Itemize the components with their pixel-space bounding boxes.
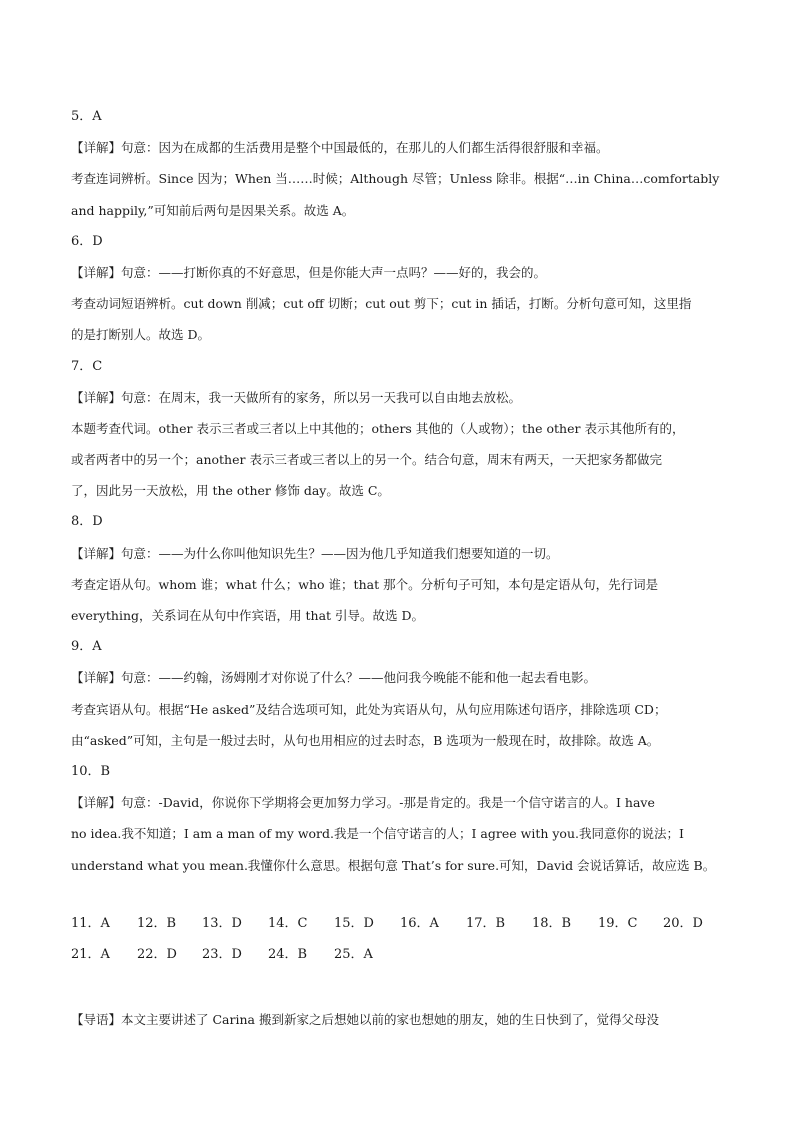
explanation-line: understand what you mean.我懂你什么意思。根据句意 That’s for sure.可知，David 会说话算话，故应选 B。 — [71, 857, 716, 873]
explanation-line: 【详解】句意：——打断你真的不好意思，但是你能大声一点吗？——好的，我会的。 — [71, 264, 547, 280]
answer-item: 20．D — [663, 916, 703, 931]
explanation-line: 了，因此另一天放松，用 the other 修饰 day。故选 C。 — [71, 483, 390, 499]
explanation-line: everything，关系词在从句中作宾语，用 that 引导。故选 D。 — [71, 608, 425, 623]
answer-key — [71, 908, 731, 970]
explanation-line: 由“asked”可知，主句是一般过去时，从句也用相应的过去时态，B 选项为一般现在时，故排除。故选 A。 — [71, 732, 660, 748]
answer-item: 16．A — [400, 916, 439, 931]
answer-item: 13．D — [202, 916, 242, 931]
answer-item: 19．C — [598, 916, 638, 931]
explanations-section — [71, 101, 725, 881]
explanation-line: 或者两者中的另一个；another 表示三者或三者以上的另一个。结合句意，周末有两天，一天把家务都做完 — [71, 452, 662, 468]
answer-row — [71, 939, 731, 970]
question-number: 9．A — [71, 639, 102, 655]
question-number: 8．D — [71, 514, 103, 530]
explanation-line: 考查连词辨析。Since 因为；When 当……时候；Although 尽管；Unless 除非。根据“…in China…comfortably — [71, 171, 720, 187]
explanation-line: 【详解】句意：在周末，我一天做所有的家务，所以另一天我可以自由地去放松。 — [71, 389, 522, 405]
answer-item: 11．A — [71, 916, 110, 931]
explanation-line: 【详解】句意：——约翰，汤姆刚才对你说了什么？——他问我今晚能不能和他一起去看电影。 — [71, 670, 597, 686]
guide-paragraph: 【导语】本文主要讲述了 Carina 搬到新家之后想她以前的家也想她的朋友，她的生日快到了，觉得父母没 — [71, 1012, 659, 1027]
answer-row — [71, 908, 731, 939]
explanation-line: and happily,”可知前后两句是因果关系。故选 A。 — [71, 202, 355, 218]
question-number: 7．C — [71, 358, 103, 374]
explanation-line: 考查定语从句。whom 谁；what 什么；who 谁；that 那个。分析句子可知，本句是定语从句，先行词是 — [71, 576, 659, 592]
question-number: 6．D — [71, 233, 103, 249]
explanation-line: 考查动词短语辨析。cut down 削减；cut off 切断；cut out 剪下；cut in 插话，打断。分析句意可知，这里指 — [71, 296, 692, 312]
question-number: 10．B — [71, 763, 111, 779]
answer-item: 23．D — [202, 947, 242, 962]
explanation-line: 的是打断别人。故选 D。 — [71, 327, 210, 343]
explanation-line: 【详解】句意：——为什么你叫他知识先生？——因为他几乎知道我们想要知道的一切。 — [71, 545, 559, 561]
answer-item: 15．D — [334, 916, 374, 931]
answer-item: 24．B — [268, 947, 308, 962]
explanation-line: 考查宾语从句。根据“He asked”及结合选项可知，此处为宾语从句，从句应用陈述句语序，排除选项 CD； — [71, 701, 667, 717]
explanation-line: no idea.我不知道；I am a man of my word.我是一个信守诺言的人；I agree with you.我同意你的说法；I — [71, 826, 684, 842]
answer-item: 25．A — [334, 947, 373, 962]
answer-item: 21．A — [71, 947, 110, 962]
question-number: 5．A — [71, 109, 102, 124]
explanation-line: 本题考查代词。other 表示三者或三者以上中其他的；others 其他的（人或物）；the other 表示其他所有的， — [71, 420, 685, 436]
explanation-line: 【详解】句意：-David，你说你下学期将会更加努力学习。-那是肯定的。我是一个信守诺言的人。I have — [71, 795, 655, 811]
explanation-line: 【详解】句意：因为在成都的生活费用是整个中国最低的，在那儿的人们都生活得很舒服和幸福。 — [71, 140, 609, 156]
answer-item: 14．C — [268, 916, 308, 931]
answer-item: 18．B — [532, 916, 572, 931]
answer-item: 17．B — [466, 916, 506, 931]
answer-item: 22．D — [137, 947, 177, 962]
answer-item: 12．B — [137, 916, 177, 931]
